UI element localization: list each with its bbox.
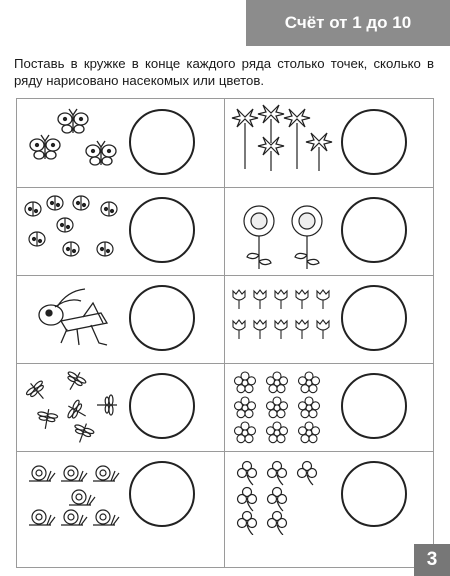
answer-circle[interactable] <box>341 373 407 439</box>
tulip-icon <box>229 285 335 355</box>
ladybug-icon <box>21 195 125 269</box>
task-cell-snails <box>17 451 224 539</box>
answer-circle[interactable] <box>341 285 407 351</box>
answer-circle[interactable] <box>129 197 195 263</box>
clover-icon <box>233 457 333 535</box>
answer-circle[interactable] <box>341 197 407 263</box>
cornflower-icon <box>231 103 335 183</box>
snail-icon <box>23 459 123 533</box>
task-cell-daisies <box>225 363 432 451</box>
task-cell-dragonflies <box>17 363 224 451</box>
grasshopper-icon <box>27 285 123 355</box>
answer-circle[interactable] <box>129 285 195 351</box>
section-title-banner <box>246 0 450 46</box>
section-title: Счёт от 1 до 10 <box>284 13 412 32</box>
page-number <box>414 544 450 576</box>
task-cell-clovers <box>225 451 432 539</box>
answer-circle[interactable] <box>129 461 195 527</box>
task-instructions: Поставь в кружке в конце каждого ряда столько точек, сколько в ряду нарисовано насекомых или цветов. <box>14 56 434 88</box>
page-number-label: 3 <box>426 549 438 570</box>
task-cell-cornflowers <box>225 99 432 187</box>
task-cell-ladybugs <box>17 187 224 275</box>
task-cell-grasshopper <box>17 275 224 363</box>
task-cell-butterflies <box>17 99 224 187</box>
sunflower-icon <box>231 193 335 271</box>
task-cell-tulips <box>225 275 432 363</box>
answer-circle[interactable] <box>129 109 195 175</box>
answer-circle[interactable] <box>341 109 407 175</box>
answer-circle[interactable] <box>341 461 407 527</box>
counting-grid <box>16 98 434 568</box>
daisy-icon <box>231 371 335 445</box>
task-cell-sunflowers <box>225 187 432 275</box>
butterfly-icon <box>23 107 123 179</box>
answer-circle[interactable] <box>129 373 195 439</box>
dragonfly-icon <box>23 369 123 445</box>
